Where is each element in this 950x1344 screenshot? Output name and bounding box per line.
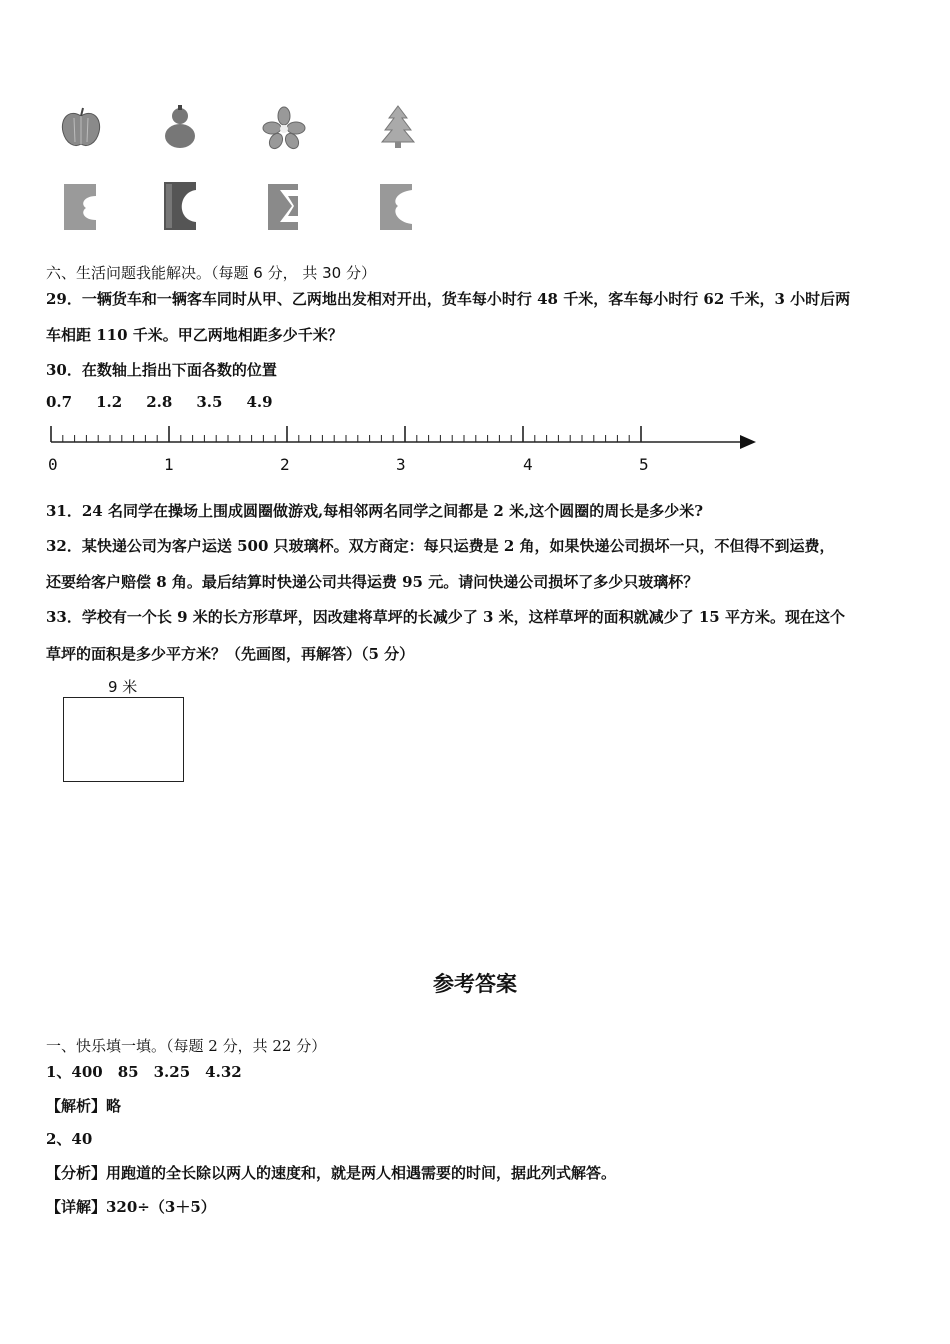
section-heading: 六、生活问题我能解决。（每题 6 分， 共 30 分）	[46, 264, 376, 282]
gourd-icon	[160, 104, 200, 150]
axis-label-0: 0	[48, 455, 58, 474]
number-item: 3.5	[196, 393, 223, 411]
cut-paper-3-icon	[266, 182, 300, 232]
rectangle-label: 9 米	[108, 678, 138, 696]
cut-paper-2-icon	[162, 180, 198, 232]
question-30: 30．在数轴上指出下面各数的位置	[46, 361, 277, 379]
number-item: 0.7	[46, 393, 73, 411]
question-29-line2: 车相距 110 千米。甲乙两地相距多少千米？	[46, 326, 343, 344]
answer-2-detail: 【详解】320÷（3＋5）	[46, 1198, 216, 1216]
number-line	[40, 420, 770, 460]
lawn-rectangle	[63, 697, 184, 782]
axis-label-3: 3	[396, 455, 406, 474]
number-item: 1.2	[96, 393, 123, 411]
question-32-line2: 还要给客户赔偿 8 角。最后结算时快递公司共得运费 95 元。请问快递公司损坏了多少只玻璃杯？	[46, 573, 699, 591]
question-33-line2: 草坪的面积是多少平方米？（先画图，再解答）（5 分）	[46, 645, 415, 663]
question-29-line1: 29．一辆货车和一辆客车同时从甲、乙两地出发相对开出，货车每小时行 48 千米，客车每小时行 62 千米，3 小时后两	[46, 290, 851, 308]
axis-label-1: 1	[164, 455, 174, 474]
axis-label-5: 5	[639, 455, 649, 474]
cut-paper-4-icon	[378, 182, 414, 232]
question-33-line1: 33．学校有一个长 9 米的长方形草坪，因改建将草坪的长减少了 3 米，这样草坪的面积就减少了 15 平方米。现在这个	[46, 608, 845, 626]
axis-label-2: 2	[280, 455, 290, 474]
answers-title: 参考答案	[433, 972, 517, 996]
arrow-icon	[740, 435, 756, 449]
apple-icon	[58, 104, 104, 150]
flower-icon	[262, 106, 306, 150]
axis-label-4: 4	[523, 455, 533, 474]
answers-section-heading: 一、快乐填一填。（每题 2 分，共 22 分）	[46, 1037, 327, 1055]
number-list	[46, 393, 297, 411]
answer-2-analysis: 【分析】用跑道的全长除以两人的速度和，就是两人相遇需要的时间，据此列式解答。	[46, 1164, 617, 1182]
number-item: 2.8	[146, 393, 173, 411]
question-32-line1: 32．某快递公司为客户运送 500 只玻璃杯。双方商定：每只运费是 2 角，如果快递公司损坏一只，不但得不到运费，	[46, 537, 835, 555]
cut-paper-1-icon	[62, 182, 98, 232]
number-item: 4.9	[246, 393, 273, 411]
answer-1-analysis: 【解析】略	[46, 1097, 122, 1115]
answer-2: 2、40	[46, 1130, 93, 1148]
tree-icon	[378, 104, 418, 150]
question-31: 31．24 名同学在操场上围成圆圈做游戏,每相邻两名同学之间都是 2 米,这个圆圈的周长是多少米?	[46, 502, 704, 520]
answer-1: 1、400 85 3.25 4.32	[46, 1063, 242, 1081]
